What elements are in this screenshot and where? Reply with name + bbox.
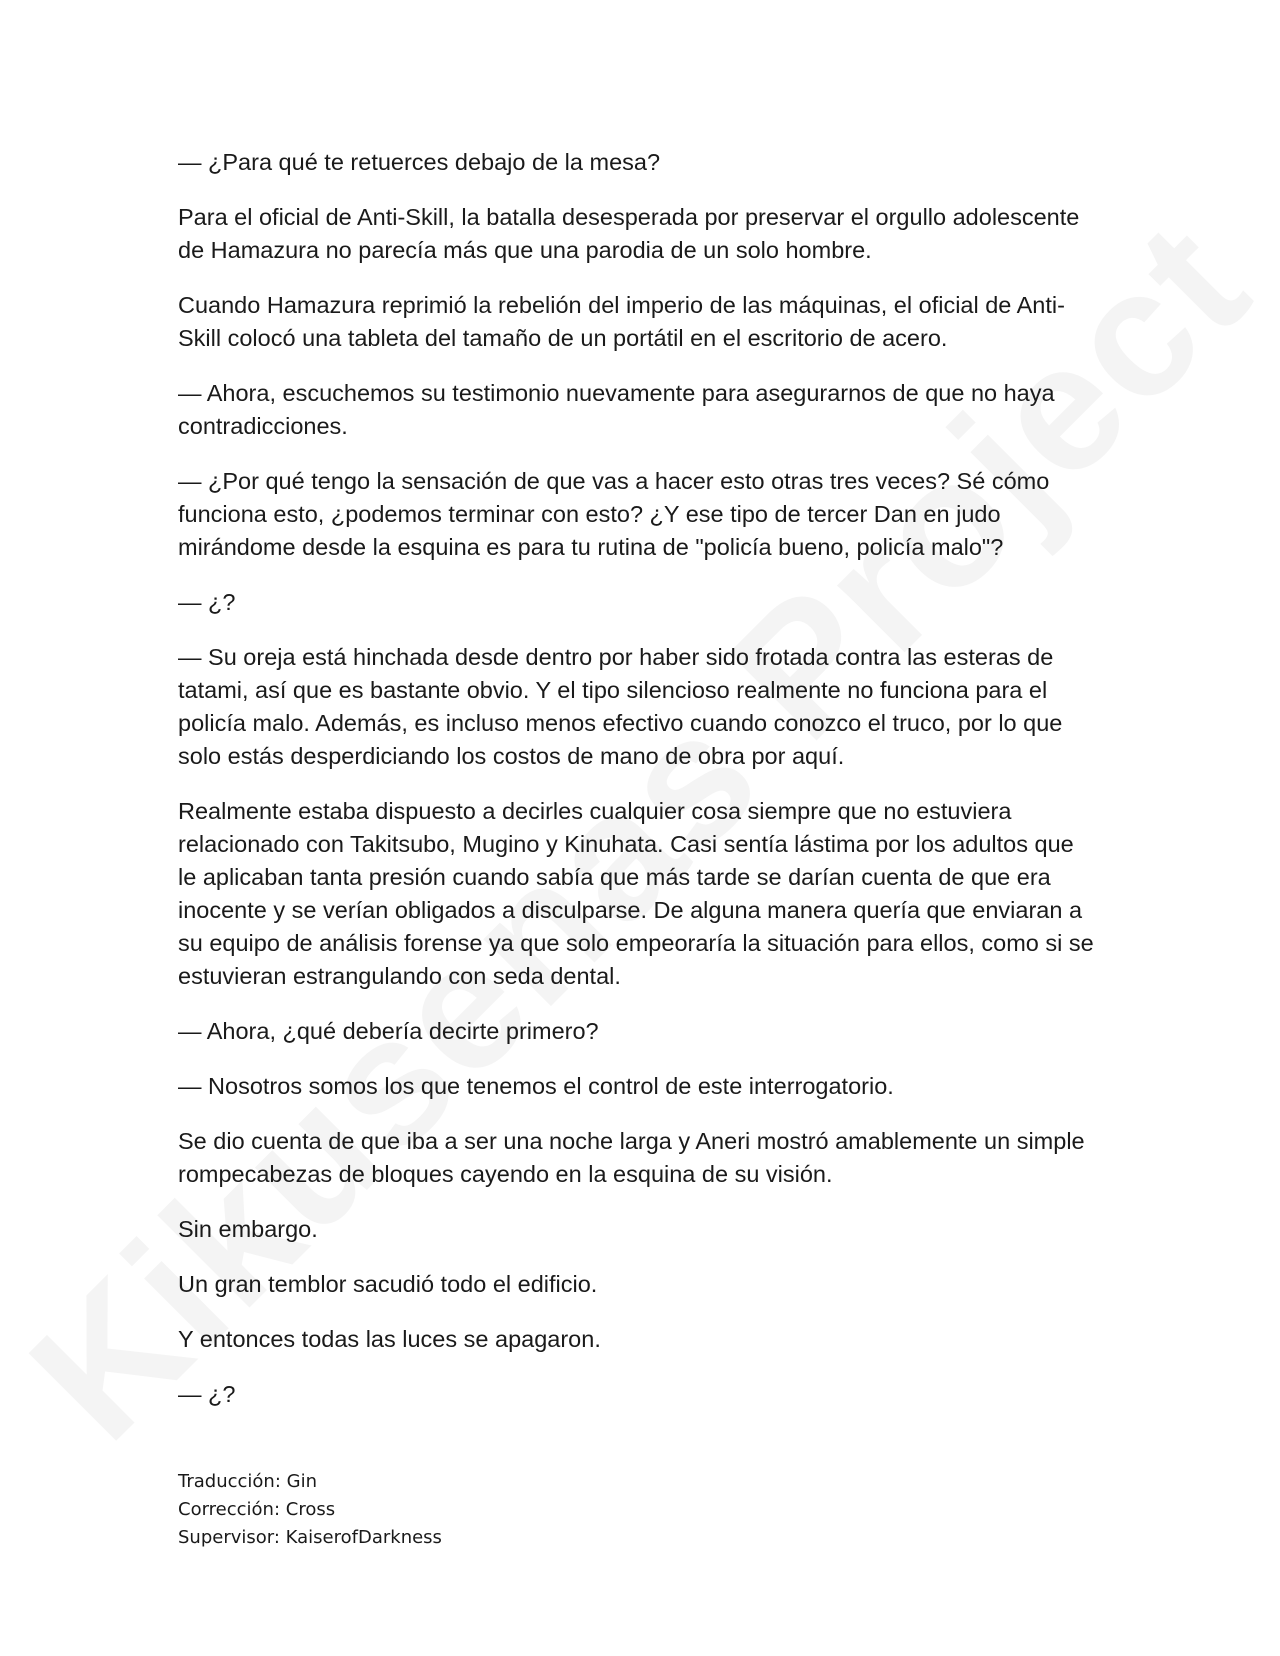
paragraph: — ¿? <box>178 589 236 615</box>
paragraph: — ¿Para qué te retuerces debajo de la mesa? <box>178 149 661 175</box>
credit-supervisor: Supervisor: KaiserofDarkness <box>178 1527 442 1548</box>
paragraph: Un gran temblor sacudió todo el edificio. <box>178 1271 598 1297</box>
paragraph: Realmente estaba dispuesto a decirles cualquier cosa siempre que no estuviera relacionado con Takitsubo, Mugino y Kinuhata. Casi sentía lástima por los adultos que le aplicaban tanta presión cuando sabía que más tarde se darían cuenta de que era inocente y se verían obligados a disculparse. De alguna manera quería que enviaran a su equipo de análisis forense ya que solo empeoraría la situación para ellos, como si se estuvieran estrangulando con seda dental. <box>178 798 1094 989</box>
paragraph: Para el oficial de Anti-Skill, la batalla desesperada por preservar el orgullo adolescente de Hamazura no parecía más que una parodia de un solo hombre. <box>178 204 1080 263</box>
paragraph: — Ahora, escuchemos su testimonio nuevamente para asegurarnos de que no haya contradicciones. <box>178 380 1055 439</box>
paragraph: Sin embargo. <box>178 1216 318 1242</box>
credits-block <box>178 1468 442 1552</box>
paragraph: Se dio cuenta de que iba a ser una noche larga y Aneri mostró amablemente un simple rompecabezas de bloques cayendo en la esquina de su visión. <box>178 1128 1085 1187</box>
credit-correction: Corrección: Cross <box>178 1499 336 1520</box>
credit-translation: Traducción: Gin <box>178 1471 317 1492</box>
paragraph: — Nosotros somos los que tenemos el control de este interrogatorio. <box>178 1073 894 1099</box>
paragraph: Y entonces todas las luces se apagaron. <box>178 1326 601 1352</box>
paragraph: — Ahora, ¿qué debería decirte primero? <box>178 1018 599 1044</box>
paragraph: — ¿Por qué tengo la sensación de que vas a hacer esto otras tres veces? Sé cómo funciona esto, ¿podemos terminar con esto? ¿Y ese tipo de tercer Dan en judo mirándome desde la esquina es para tu rutina de "policía bueno, policía malo"? <box>178 468 1050 560</box>
paragraph: — Su oreja está hinchada desde dentro por haber sido frotada contra las esteras de tatami, así que es bastante obvio. Y el tipo silencioso realmente no funciona para el policía malo. Además, es incluso menos efectivo cuando conozco el truco, por lo que solo estás desperdiciando los costos de mano de obra por aquí. <box>178 644 1063 769</box>
body-text <box>178 146 1098 1433</box>
paragraph: Cuando Hamazura reprimió la rebelión del imperio de las máquinas, el oficial de Anti-Skill colocó una tableta del tamaño de un portátil en el escritorio de acero. <box>178 292 1065 351</box>
paragraph: — ¿? <box>178 1381 236 1407</box>
